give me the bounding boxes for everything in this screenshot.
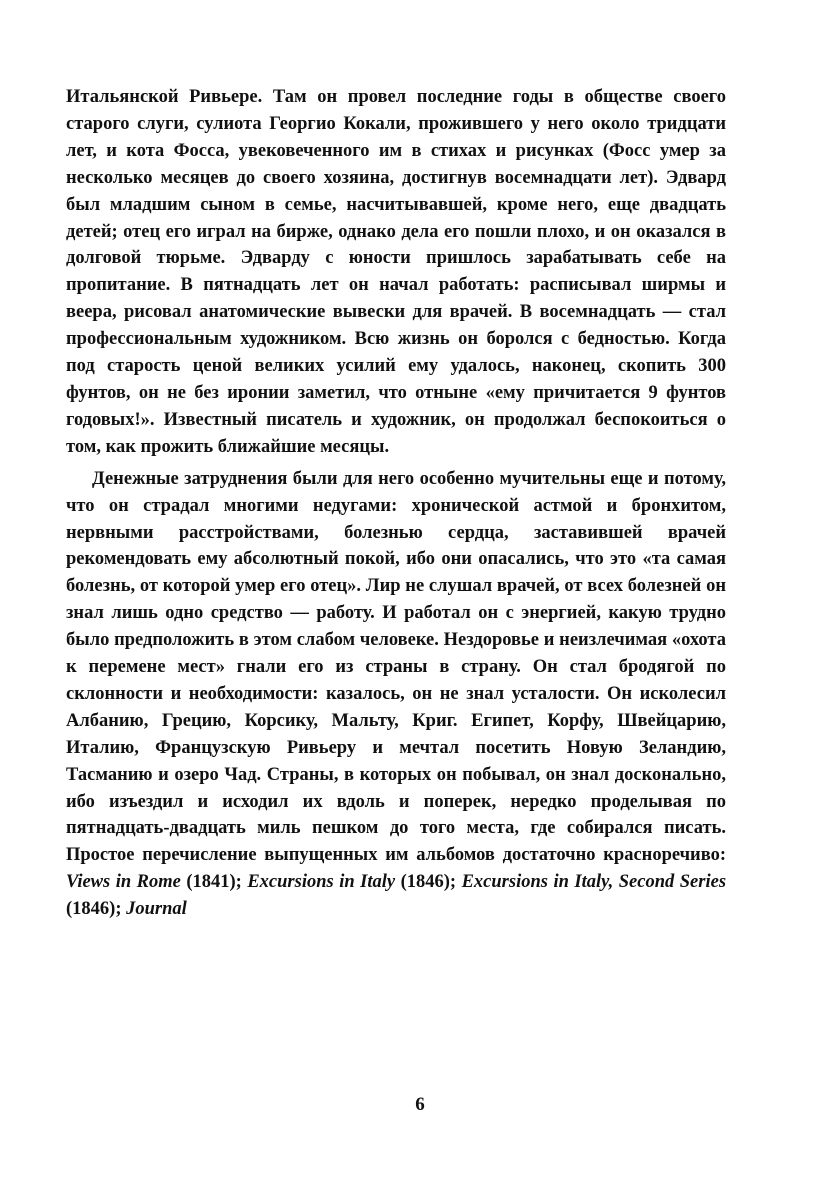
- paragraph-2-title-1: Views in Rome: [66, 872, 181, 893]
- body-text: [66, 84, 726, 923]
- paragraph-1: Итальянской Ривьере. Там он провел последние годы в обществе своего старого слуги, сулиота Георгио Кокали, прожившего у него около тридцати лет, и кота Фосса, увековеченного им в стихах и рисунках (Фосс умер за несколько месяцев до своего хозяина, достигнув восемнадцати лет). Эдвард был младшим сыном в семье, насчитывавшей, кроме него, еще двадцать детей; отец его играл на бирже, однако дела его пошли плохо, и он оказался в долговой тюрьме. Эдварду с юности пришлось зарабатывать себе на пропитание. В пятнадцать лет он начал работать: расписывал ширмы и веера, рисовал анатомические вывески для врачей. В восемнадцать — стал профессиональным художником. Всю жизнь он боролся с бедностью. Когда под старость ценой великих усилий ему удалось, наконец, скопить 300 фунтов, он не без иронии заметил, что отныне «ему причитается 9 фунтов годовых!». Известный писатель и художник, он продолжал беспокоиться о том, как прожить ближайшие месяцы.: [66, 87, 726, 457]
- paragraph-2: [66, 466, 726, 923]
- paragraph-2-title-3: Excursions in Italy, Second Series: [461, 872, 727, 893]
- paragraph-2-text: Денежные затруднения были для него особенно мучительны еще и потому, что он страдал многими недугами: хронической астмой и бронхитом, нервными расстройствами, болезнью сердца, заставившей врачей рекомендовать ему абсолютный покой, ибо они опасались, что это «та самая болезнь, от которой умер его отец». Лир не слушал врачей, от всех болезней он знал лишь одно средство — работу. И работал он с энергией, какую трудно было предположить в этом слабом человеке. Нездоровье и неизлечимая «охота к перемене мест» гнали его из страны в страну. Он стал бродягой по склонности и необходимости: казалось, он не знал усталости. Он исколесил Албанию, Грецию, Корсику, Мальту, Криг. Египет, Корфу, Швейцарию, Италию, Французскую Ривьеру и мечтал посетить Новую Зеландию, Тасманию и озеро Чад. Страны, в которых он побывал, он знал досконально, ибо изъездил и исходил их вдоль и поперек, нередко проделывая по пятнадцать-двадцать миль пешком до того места, где собирался писать. Простое перечисление выпущенных им альбомов достаточно красноречиво:: [66, 468, 726, 866]
- paragraph-2-title-2: Excursions in Italy: [247, 872, 396, 893]
- page-number: 6: [415, 1094, 425, 1115]
- paragraph-2-text-2: (1841);: [180, 872, 248, 893]
- paragraph-2-text-4: (1846);: [66, 899, 127, 920]
- paragraph-2-text-3: (1846);: [395, 872, 462, 893]
- paragraph-2-title-4: Journal: [126, 899, 187, 920]
